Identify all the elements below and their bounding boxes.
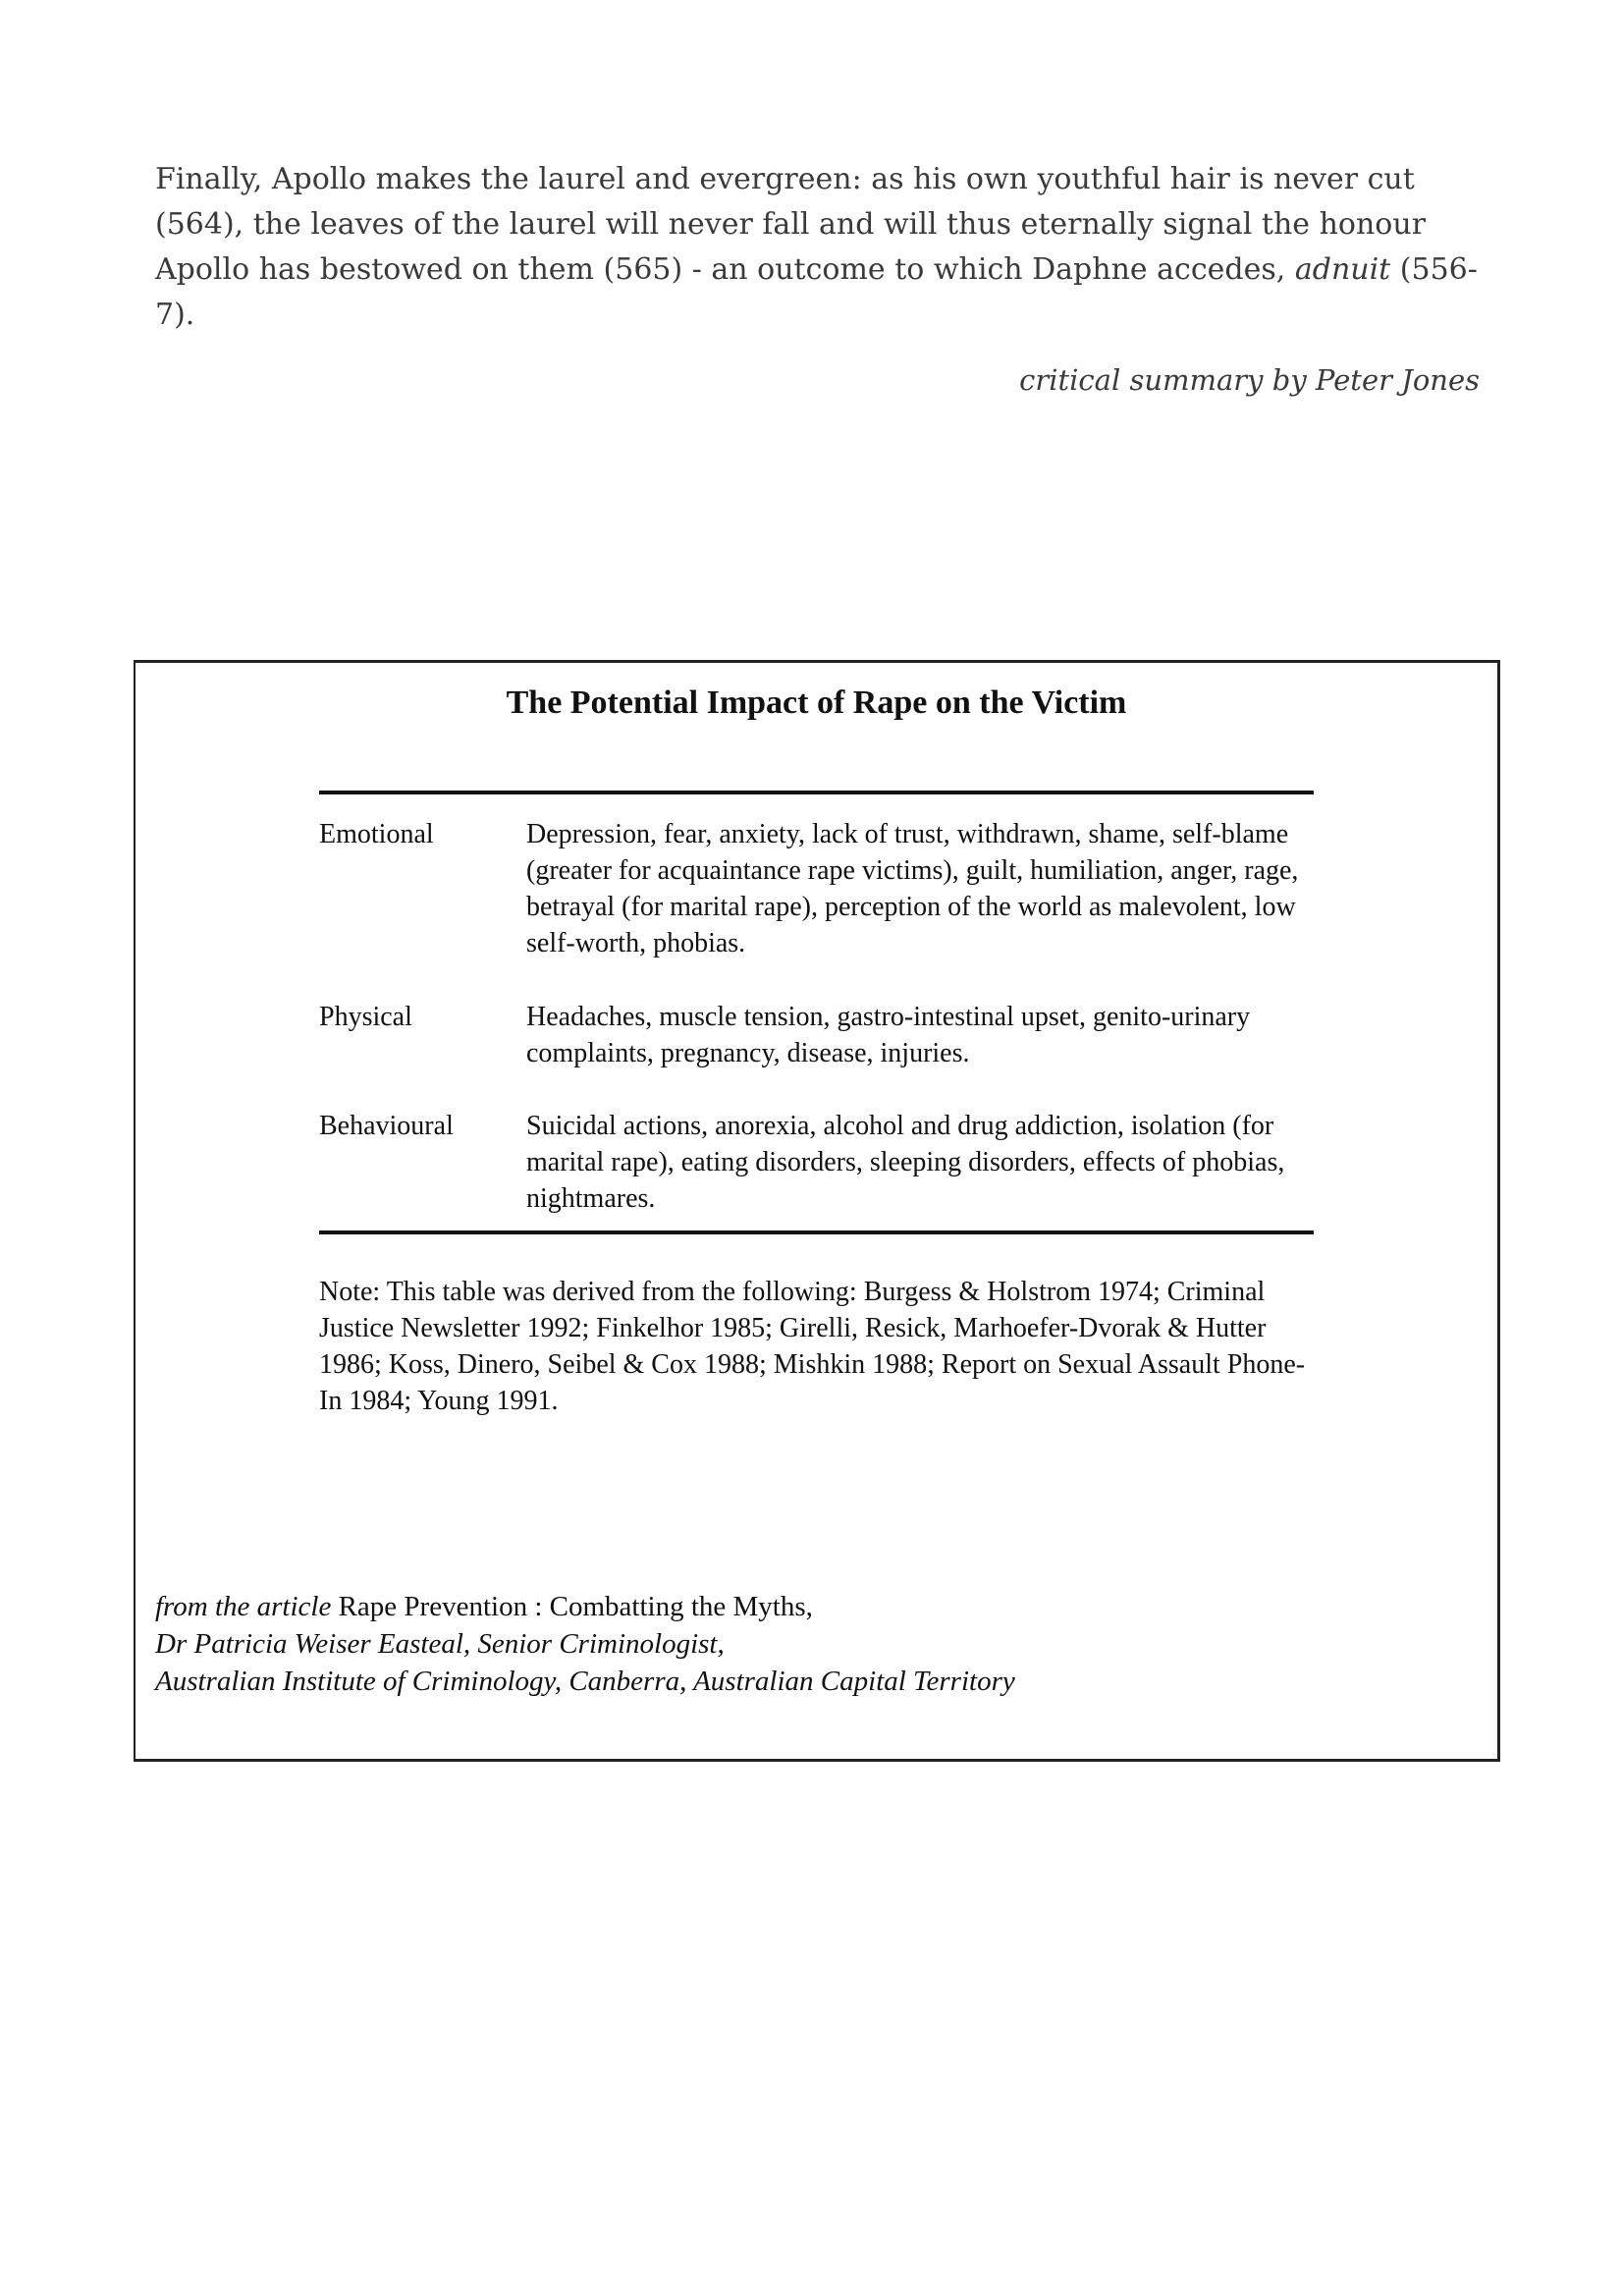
table-bottom-rule: [319, 1230, 1314, 1234]
source-institution: Australian Institute of Criminology, Canberra, Australian Capital Territory: [155, 1666, 1015, 1697]
row-category: Physical: [319, 1002, 412, 1032]
source-article-title: Rape Prevention : Combatting the Myths,: [331, 1591, 813, 1622]
summary-attribution: critical summary by Peter Jones: [1019, 363, 1480, 397]
source-citation: [155, 1588, 1432, 1700]
scanned-table-figure: [134, 660, 1500, 1762]
intro-text-before: Finally, Apollo makes the laurel and evergreen: as his own youthful hair is never cut (564), the leaves of the laurel will never fall and will thus eternally signal the honour Apollo has bestowed on them (565) - an outcome to which Daphne accedes,: [155, 162, 1427, 287]
intro-emphasis: adnuit: [1294, 252, 1391, 287]
row-description: Suicidal actions, anorexia, alcohol and drug addiction, isolation (for marital rape), eating disorders, sleeping disorders, effects of phobias, nightmares.: [526, 1111, 1285, 1214]
intro-text-after: (556-7).: [155, 252, 1478, 332]
table-note: Note: This table was derived from the following: Burgess & Holstrom 1974; Criminal Justice Newsletter 1992; Finkelhor 1985; Girelli, Resick, Marhoefer-Dvorak & Hutter 1986; Koss, Dinero, Seibel & Cox 1988; Mishkin 1988; Report on Sexual Assault Phone-In 1984; Young 1991.: [319, 1277, 1306, 1416]
intro-paragraph: [155, 157, 1481, 338]
row-description: Depression, fear, anxiety, lack of trust, withdrawn, shame, self-blame (greater for acquaintance rape victims), guilt, humiliation, anger, rage, betrayal (for marital rape), perception of the world as malevolent, low self-worth, phobias.: [526, 819, 1299, 958]
row-category: Behavioural: [319, 1111, 454, 1141]
table-title: The Potential Impact of Rape on the Victim: [506, 684, 1127, 721]
row-category: Emotional: [319, 819, 434, 849]
source-author: Dr Patricia Weiser Easteal, Senior Criminologist,: [155, 1628, 725, 1660]
table-top-rule: [319, 791, 1314, 794]
source-prefix: from the article: [155, 1591, 332, 1622]
row-description: Headaches, muscle tension, gastro-intestinal upset, genito-urinary complaints, pregnancy, disease, injuries.: [526, 1002, 1251, 1068]
source-article-line: [155, 1588, 1432, 1625]
